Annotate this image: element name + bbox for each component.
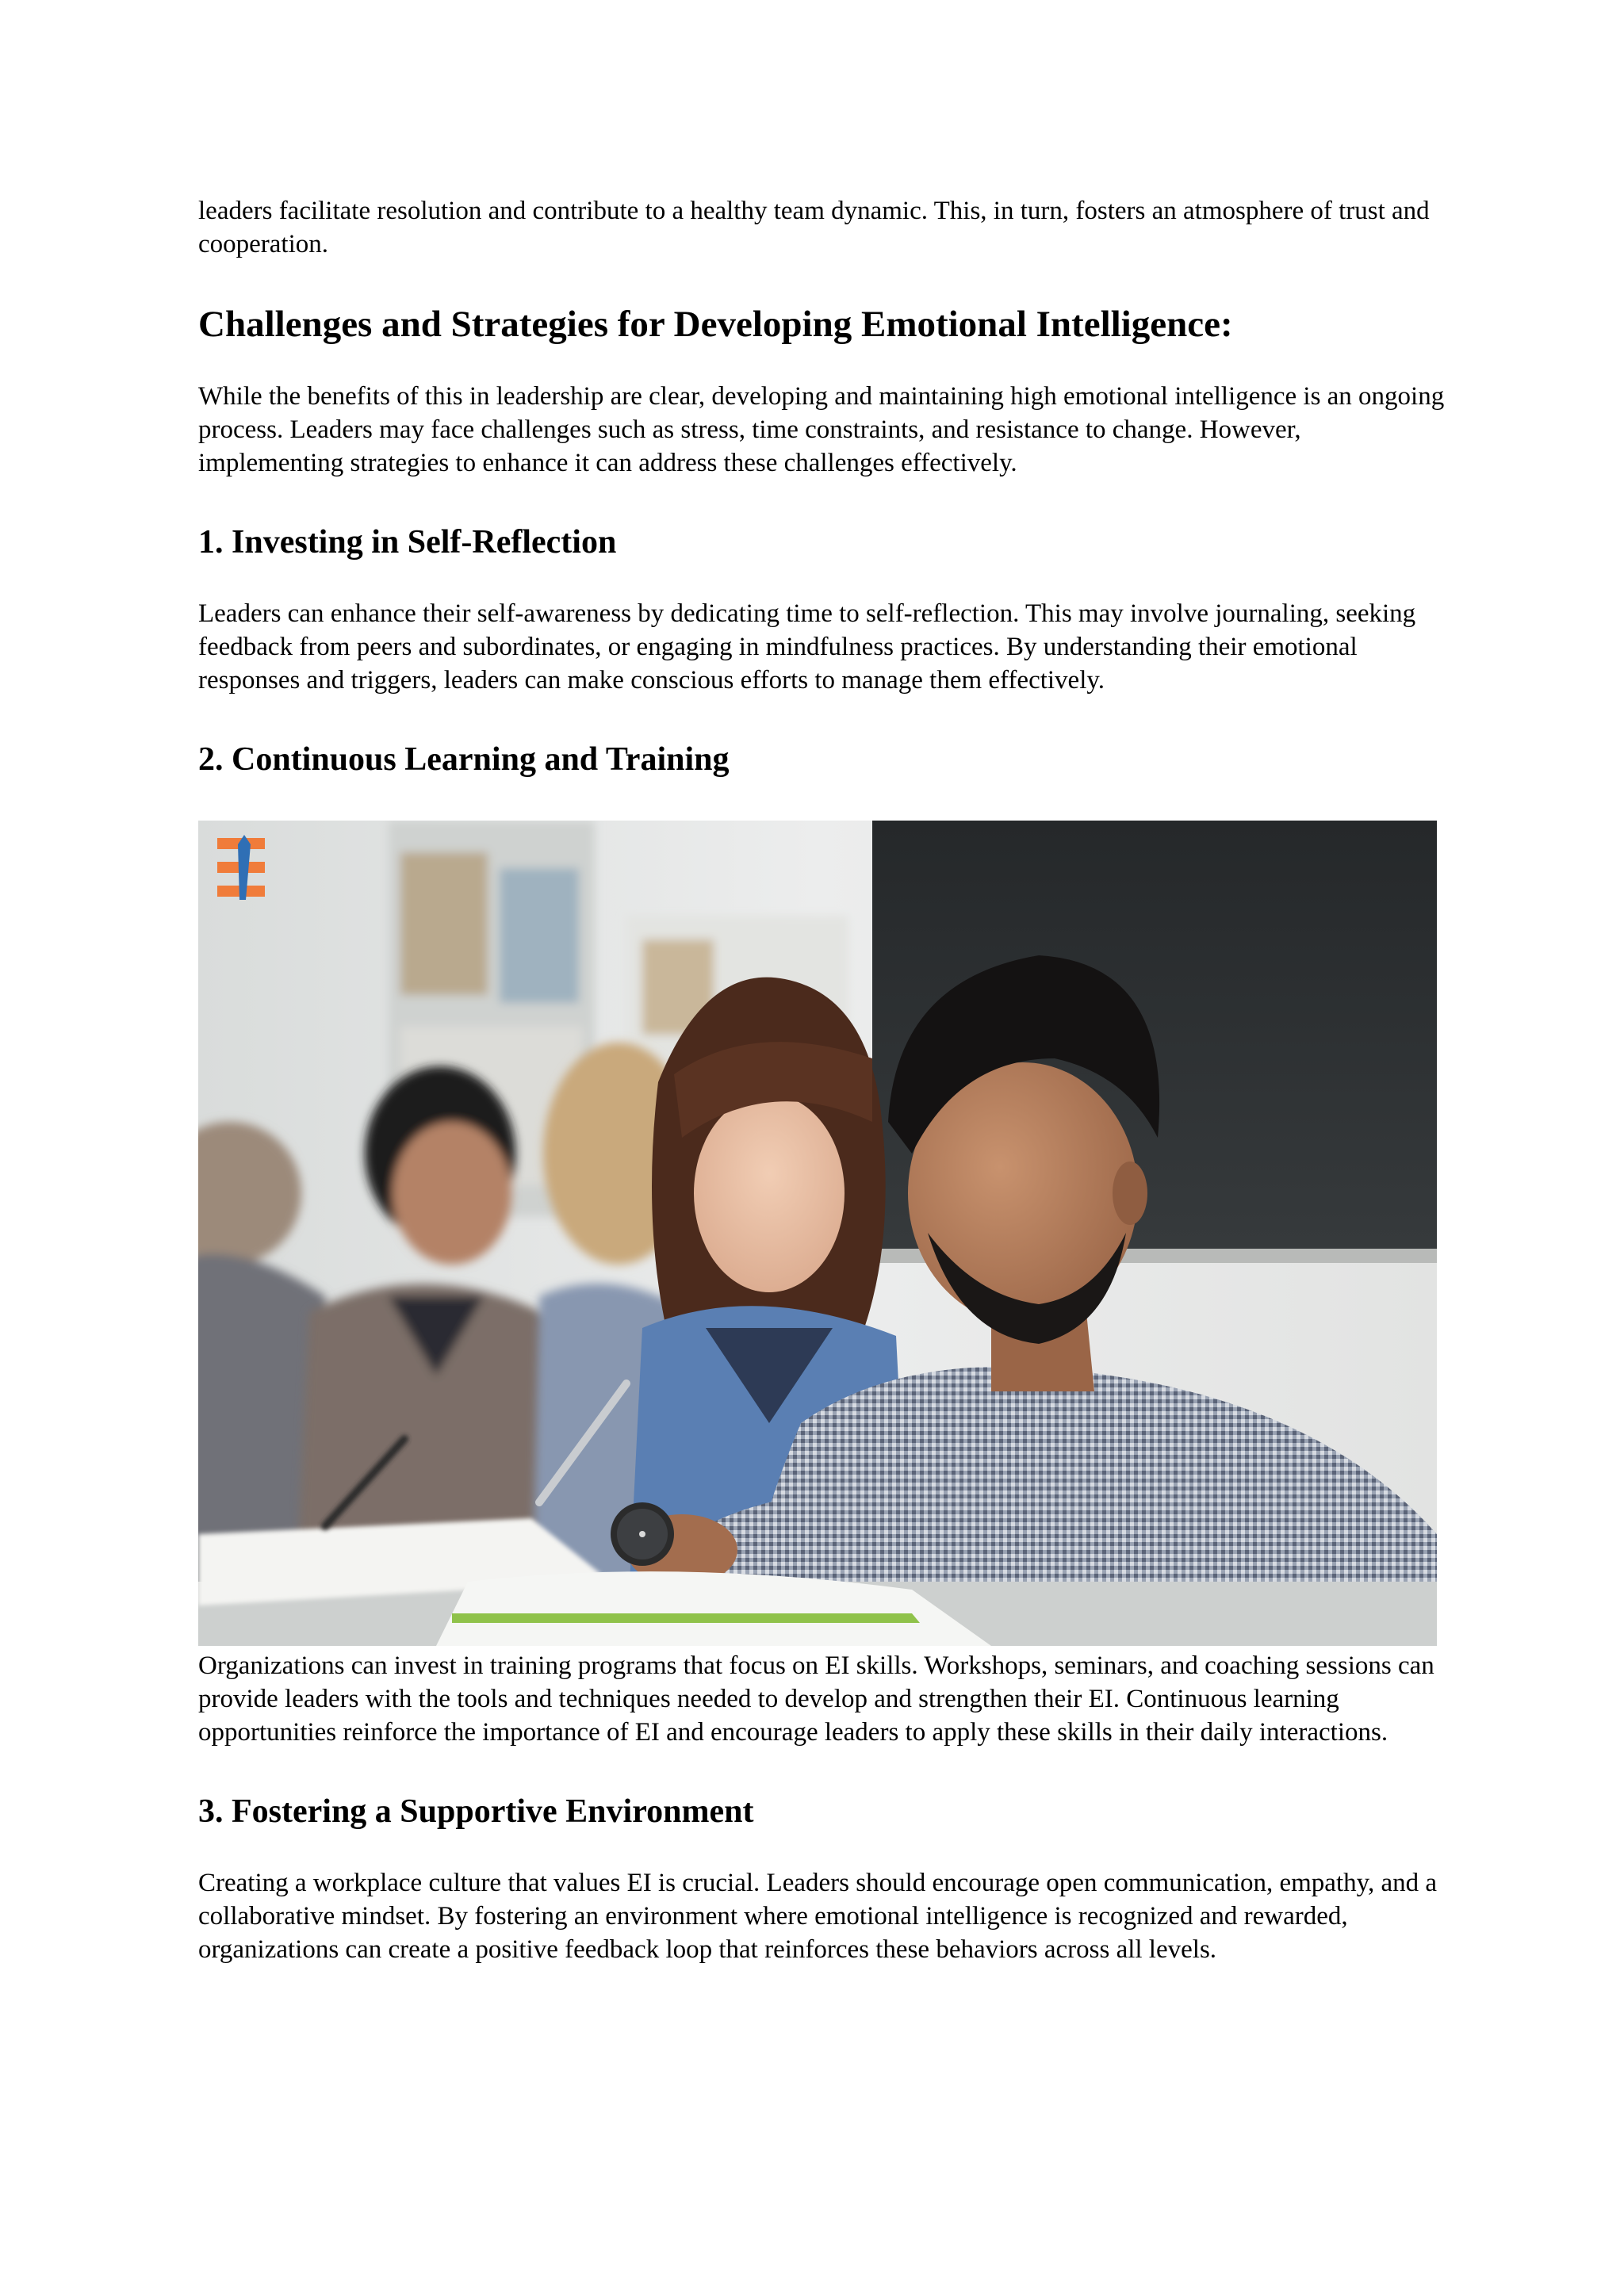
section-heading-supportive-environment: 3. Fostering a Supportive Environment <box>198 1793 754 1830</box>
section-heading-continuous-learning: 2. Continuous Learning and Training <box>198 741 730 778</box>
document-page <box>198 194 1451 1966</box>
challenges-paragraph: While the benefits of this in leadership are clear, developing and maintaining high emotional intelligence is an ongoing process. Leaders may face challenges such as stress, time constraints, and resistance to change. However, implementing strategies to enhance it can address these challenges effectively. <box>198 382 1445 477</box>
section-paragraph-self-reflection: Leaders can enhance their self-awareness by dedicating time to self-reflection. This may involve journaling, seeking feedback from peers and subordinates, or engaging in mindfulness practices. By understanding their emotional responses and triggers, leaders can make conscious efforts to manage them effectively. <box>198 599 1416 695</box>
section-heading-self-reflection: 1. Investing in Self-Reflection <box>198 524 617 561</box>
section-paragraph-supportive-environment: Creating a workplace culture that values EI is crucial. Leaders should encourage open communication, empathy, and a collaborative mindset. By fostering an environment where emotional intelligence is recognized and rewarded, organizations can create a positive feedback loop that reinforces these behaviors across all levels. <box>198 1869 1438 1964</box>
section-paragraph-continuous-learning: Organizations can invest in training programs that focus on EI skills. Workshops, seminars, and coaching sessions can provide leaders with the tools and techniques needed to develop and strengthen their EI. Continuous learning opportunities reinforce the importance of EI and encourage leaders to apply these skills in their daily interactions. <box>198 1651 1434 1747</box>
brand-logo-icon <box>217 835 265 900</box>
intro-paragraph: leaders facilitate resolution and contribute to a healthy team dynamic. This, in turn, fosters an atmosphere of trust and cooperation. <box>198 197 1430 258</box>
classroom-photo-icon <box>198 821 1437 1646</box>
challenges-heading: Challenges and Strategies for Developing Emotional Intelligence: <box>198 304 1233 345</box>
